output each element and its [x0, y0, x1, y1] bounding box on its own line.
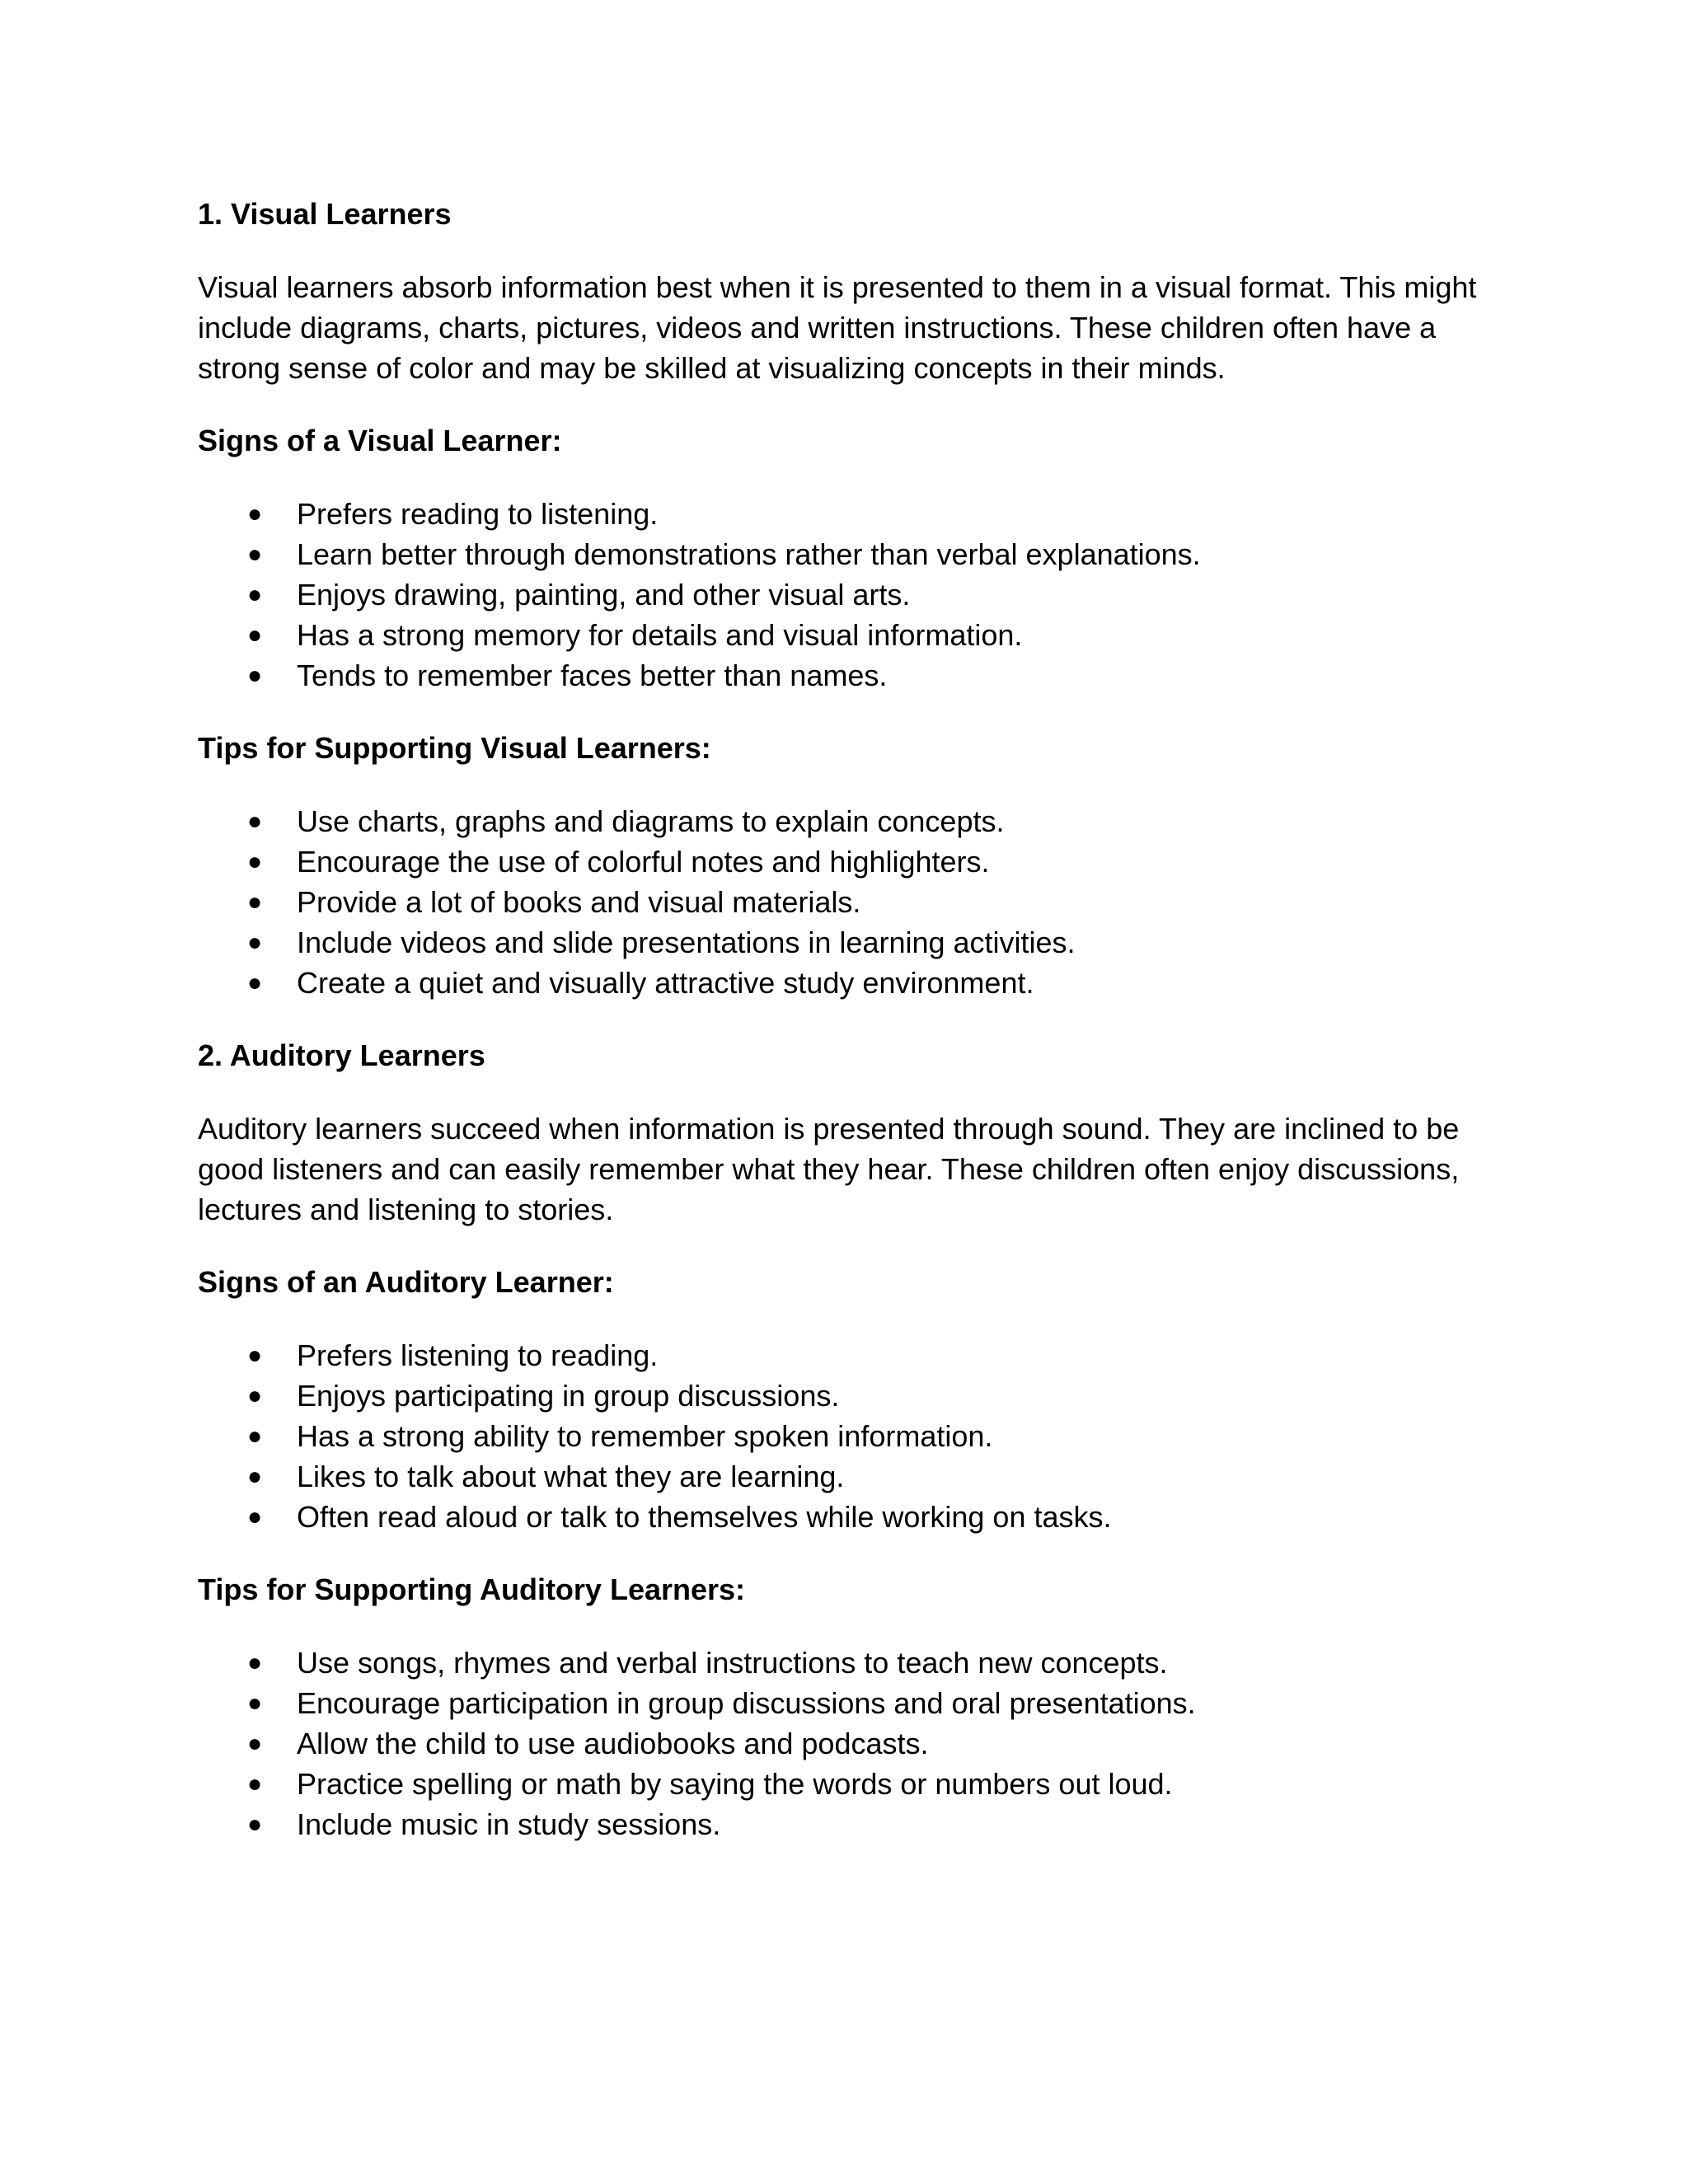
document-page: [198, 194, 1517, 1877]
list-item: ● Has a strong memory for details and visual information.: [198, 615, 1517, 655]
section-intro: Visual learners absorb information best when it is presented to them in a visual format. This might include diagrams, charts, pictures, videos and written instructions. These children often have a strong sense of color and may be skilled at visualizing concepts in their minds.: [198, 270, 1477, 385]
tips-list: [198, 1643, 1517, 1844]
list-item: ● Encourage the use of colorful notes and highlighters.: [198, 841, 1517, 882]
section-visual-learners: [198, 194, 1517, 1003]
signs-list: [198, 1335, 1517, 1537]
bullet-icon: ●: [247, 1382, 263, 1409]
bullet-icon: ●: [247, 888, 263, 916]
list-item: ● Use charts, graphs and diagrams to explain concepts.: [198, 801, 1517, 841]
list-item: ● Provide a lot of books and visual materials.: [198, 882, 1517, 922]
bullet-icon: ●: [247, 1422, 263, 1450]
bullet-icon: ●: [247, 1649, 263, 1676]
bullet-icon: ●: [247, 1342, 263, 1369]
signs-heading: Signs of a Visual Learner:: [198, 424, 562, 457]
list-item: ● Include videos and slide presentations in learning activities.: [198, 922, 1517, 963]
bullet-icon: ●: [247, 1770, 263, 1797]
tips-heading: Tips for Supporting Visual Learners:: [198, 731, 711, 765]
tips-list: [198, 801, 1517, 1003]
list-item: ● Include music in study sessions.: [198, 1804, 1517, 1844]
list-item: ● Enjoys drawing, painting, and other visual arts.: [198, 574, 1517, 615]
signs-heading: Signs of an Auditory Learner:: [198, 1265, 614, 1299]
bullet-icon: ●: [247, 1730, 263, 1757]
tips-heading: Tips for Supporting Auditory Learners:: [198, 1572, 746, 1606]
list-item: ● Often read aloud or talk to themselves while working on tasks.: [198, 1497, 1517, 1537]
section-title: 2. Auditory Learners: [198, 1038, 485, 1072]
list-item: ● Use songs, rhymes and verbal instructions to teach new concepts.: [198, 1643, 1517, 1683]
list-item: ● Allow the child to use audiobooks and podcasts.: [198, 1723, 1517, 1764]
bullet-icon: ●: [247, 621, 263, 649]
bullet-icon: ●: [247, 541, 263, 568]
bullet-icon: ●: [247, 1463, 263, 1490]
list-item: ● Prefers reading to listening.: [198, 494, 1517, 534]
list-item: ● Practice spelling or math by saying the words or numbers out loud.: [198, 1764, 1517, 1804]
bullet-icon: ●: [247, 1690, 263, 1717]
section-title: 1. Visual Learners: [198, 197, 452, 231]
list-item: ● Learn better through demonstrations rather than verbal explanations.: [198, 534, 1517, 574]
bullet-icon: ●: [247, 969, 263, 996]
signs-list: [198, 494, 1517, 696]
bullet-icon: ●: [247, 662, 263, 689]
section-auditory-learners: [198, 1036, 1517, 1844]
list-item: ● Enjoys participating in group discussions.: [198, 1376, 1517, 1416]
list-item: ● Tends to remember faces better than names.: [198, 655, 1517, 696]
list-item: ● Create a quiet and visually attractive study environment.: [198, 963, 1517, 1003]
list-item: ● Has a strong ability to remember spoken information.: [198, 1416, 1517, 1456]
bullet-icon: ●: [247, 929, 263, 956]
list-item: ● Encourage participation in group discussions and oral presentations.: [198, 1683, 1517, 1723]
bullet-icon: ●: [247, 1811, 263, 1838]
list-item: ● Prefers listening to reading.: [198, 1335, 1517, 1376]
list-item: ● Likes to talk about what they are learning.: [198, 1456, 1517, 1497]
bullet-icon: ●: [247, 808, 263, 835]
bullet-icon: ●: [247, 500, 263, 527]
bullet-icon: ●: [247, 581, 263, 608]
bullet-icon: ●: [247, 1503, 263, 1530]
section-intro: Auditory learners succeed when information is presented through sound. They are inclined to be good listeners and can easily remember what they hear. These children often enjoy discussions, lectures and listening to stories.: [198, 1112, 1460, 1226]
bullet-icon: ●: [247, 848, 263, 875]
